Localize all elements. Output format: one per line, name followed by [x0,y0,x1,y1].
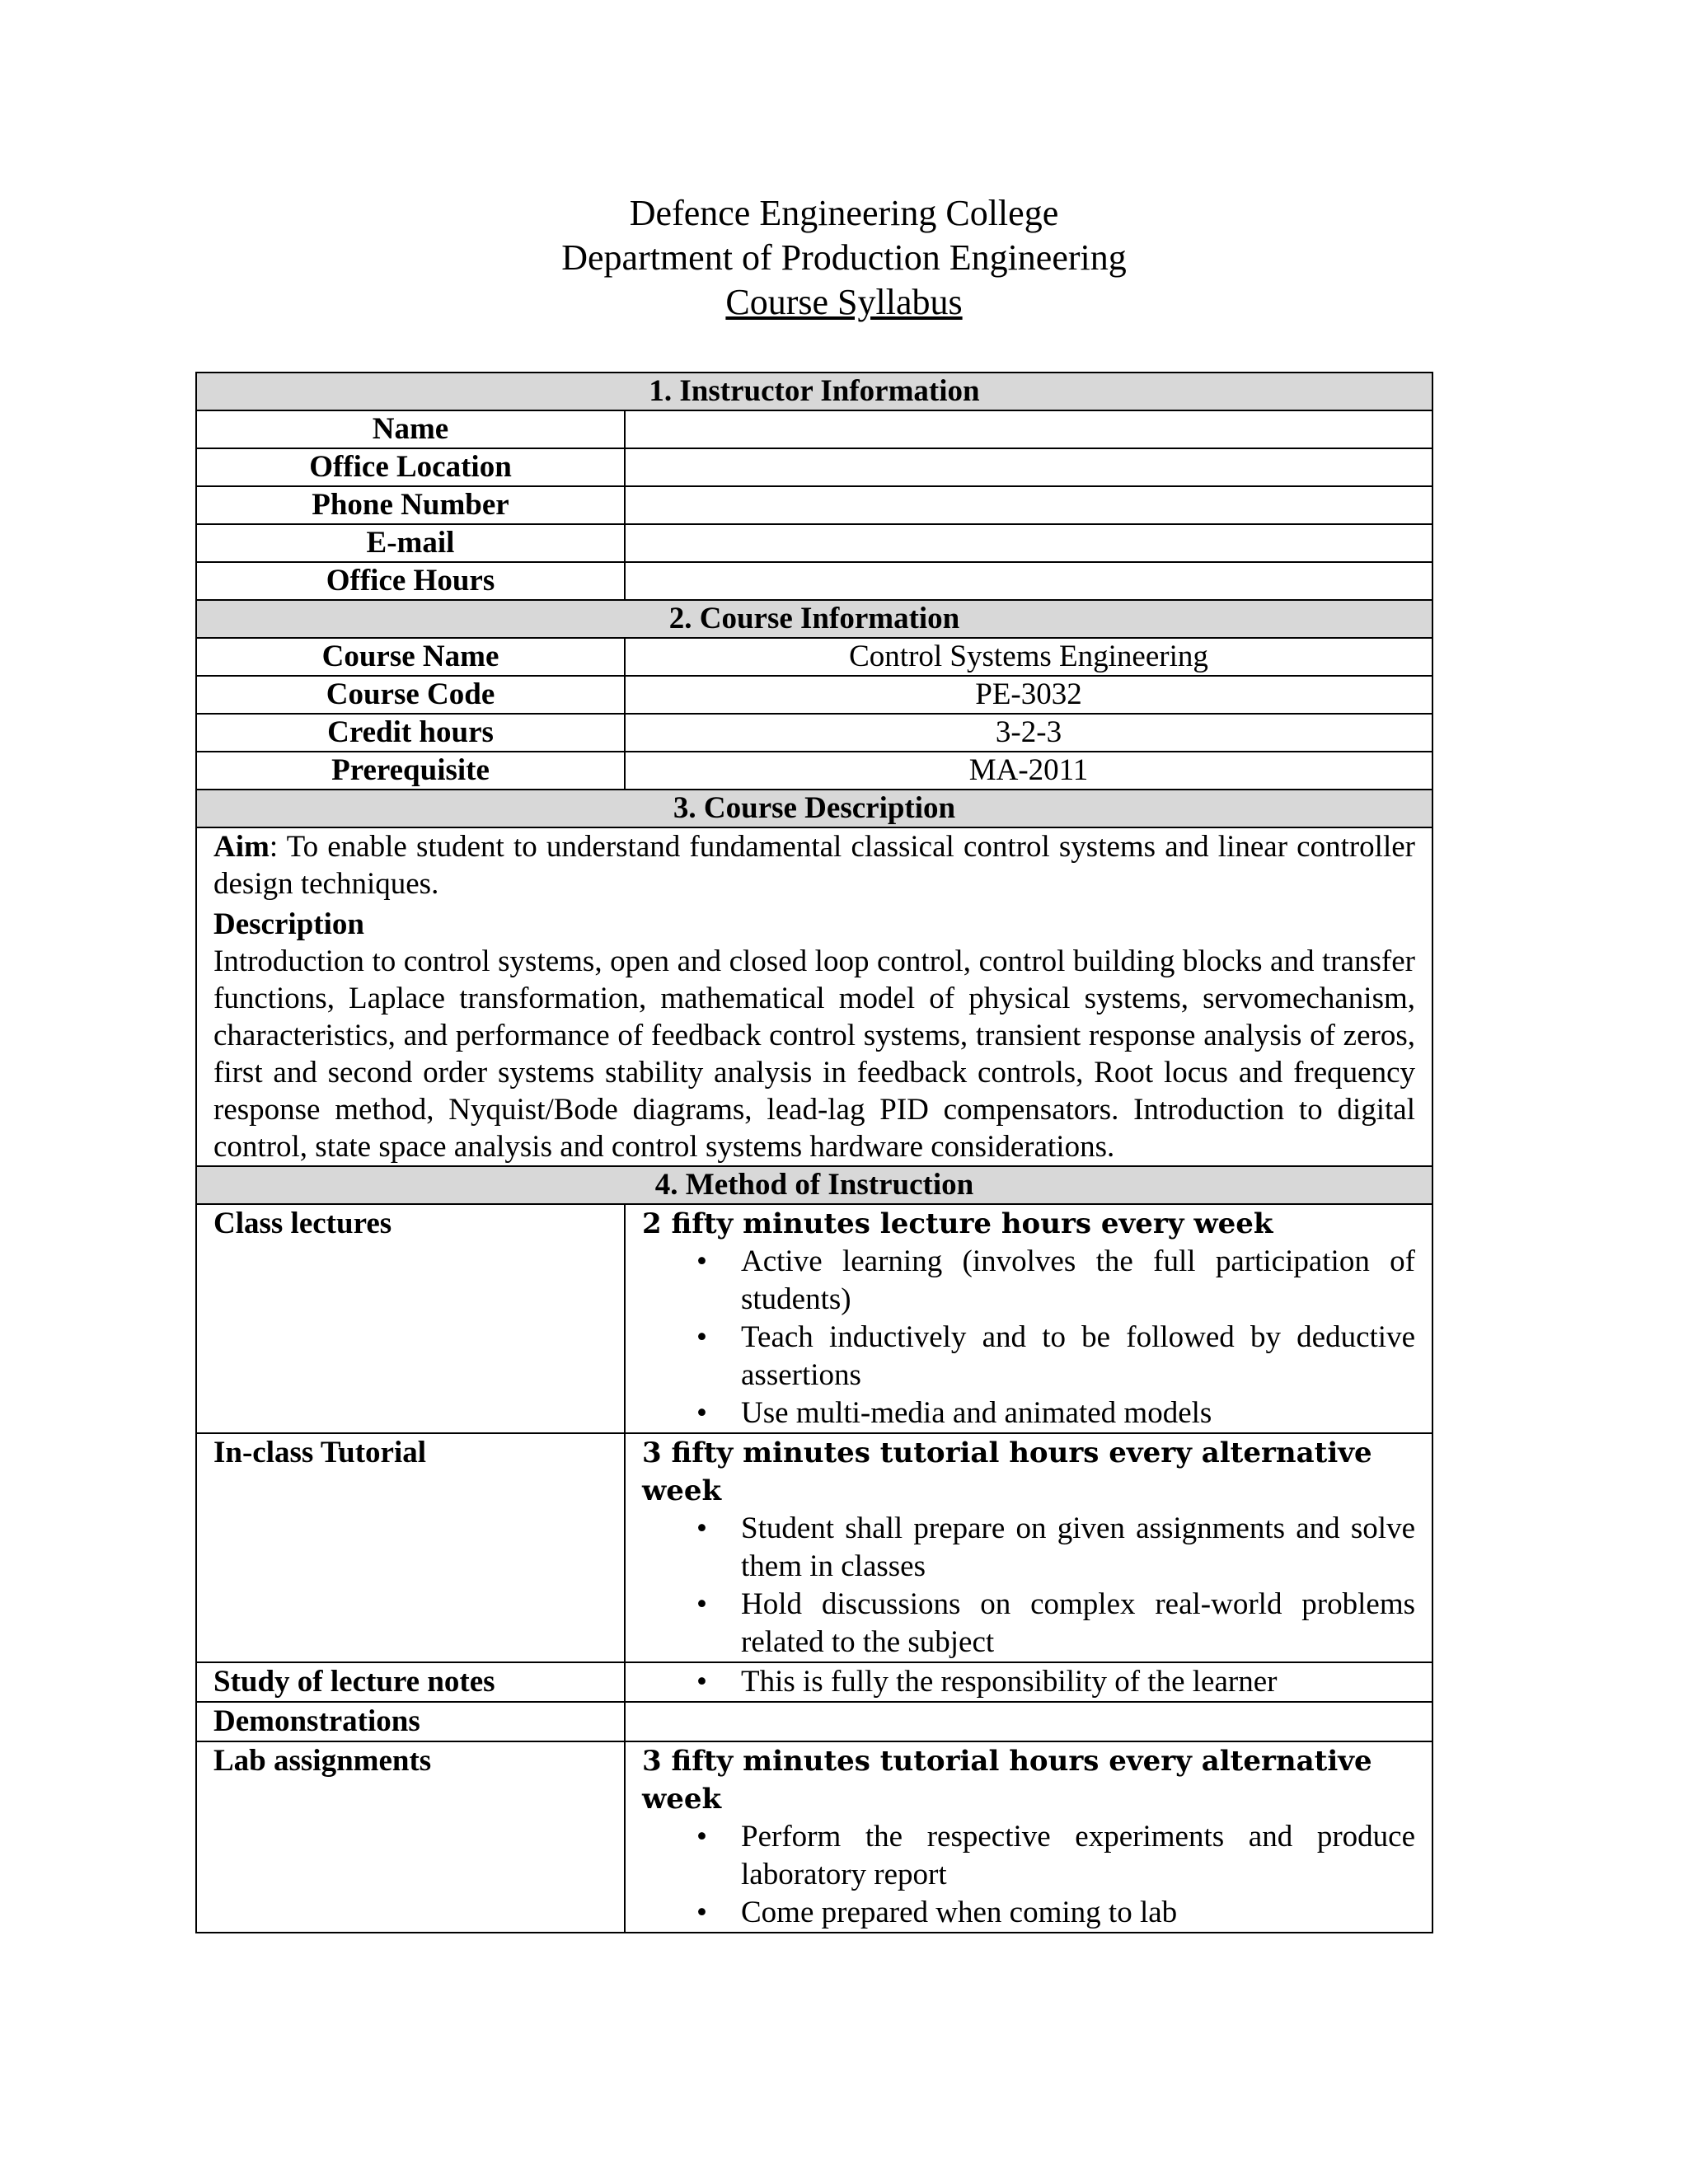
aim-paragraph [213,828,1415,902]
instructor-row-office-location [196,448,1432,486]
list-item: • Student shall prepare on given assignments and solve them in classes [642,1510,1415,1586]
field-label: Office Location [196,448,625,486]
bullet-list [642,1510,1415,1661]
course-row-credit-hours [196,714,1432,752]
list-item: • Perform the respective experiments and produce laboratory report [642,1818,1415,1894]
bullet-list [642,1818,1415,1932]
method-row-lab-assignments [196,1741,1432,1933]
syllabus-table [195,372,1433,1933]
field-value: Control Systems Engineering [625,638,1432,676]
course-row-name [196,638,1432,676]
field-label: Office Hours [196,562,625,600]
field-label: E-mail [196,524,625,562]
description-text: Introduction to control systems, open and closed loop control, control building blocks and transfer functions, Laplace transformation, mathematical model of physical systems, servomechanism, characteristics, and performance of feedback control systems, transient response analysis of zeros, first and second order systems stability analysis in feedback controls, Root locus and frequency response method, Nyquist/Bode diagrams, lead-lag PID compensators. Introduction to digital control, state space analysis and control systems hardware considerations. [213,944,1415,1164]
aim-label: Aim [213,830,270,864]
aim-text: : To enable student to understand fundamental classical control systems and linear controller design techniques. [213,830,1415,901]
department-name: Department of Production Engineering [561,237,1127,278]
field-label: Prerequisite [196,752,625,790]
document-header [0,191,1688,325]
list-item: • Come prepared when coming to lab [642,1894,1415,1932]
method-headline: 3 fifty minutes tutorial hours every alternative week [642,1745,1372,1816]
instructor-row-name [196,410,1432,448]
bullet-list [642,1243,1415,1432]
course-row-code [196,676,1432,714]
field-value [625,410,1432,448]
list-item: • Teach inductively and to be followed by deductive assertions [642,1319,1415,1394]
description-title: Description [213,907,364,941]
method-headline: 3 fifty minutes tutorial hours every alternative week [642,1436,1372,1507]
method-row-study-notes [196,1662,1432,1702]
method-headline: 2 fifty minutes lecture hours every week [642,1207,1273,1240]
field-label: Course Code [196,676,625,714]
method-label: Study of lecture notes [196,1662,625,1702]
field-value: 3-2-3 [625,714,1432,752]
field-value [625,448,1432,486]
course-row-prerequisite [196,752,1432,790]
field-label: Name [196,410,625,448]
field-value: MA-2011 [625,752,1432,790]
course-description-row [196,827,1432,1166]
instructor-row-office-hours [196,562,1432,600]
method-empty-cell [625,1702,1432,1741]
method-row-class-lectures [196,1204,1432,1433]
list-item: • Use multi-media and animated models [642,1394,1415,1432]
document-title: Course Syllabus [725,282,963,322]
section-header-instructor: 1. Instructor Information [196,373,1432,410]
field-value: PE-3032 [625,676,1432,714]
section-header-method: 4. Method of Instruction [196,1166,1432,1204]
college-name: Defence Engineering College [629,193,1059,233]
method-label: Class lectures [196,1204,625,1433]
method-label: Lab assignments [196,1741,625,1933]
field-value [625,562,1432,600]
method-row-in-class-tutorial [196,1433,1432,1662]
list-item: • Active learning (involves the full participation of students) [642,1243,1415,1319]
list-item: • This is fully the responsibility of the learner [642,1663,1415,1701]
field-value [625,524,1432,562]
method-row-demonstrations [196,1702,1432,1741]
field-label: Credit hours [196,714,625,752]
instructor-row-phone [196,486,1432,524]
list-item: • Hold discussions on complex real-world problems related to the subject [642,1586,1415,1661]
bullet-list [642,1663,1415,1701]
instructor-row-email [196,524,1432,562]
field-label: Phone Number [196,486,625,524]
method-label: Demonstrations [196,1702,625,1741]
section-header-course: 2. Course Information [196,600,1432,638]
field-value [625,486,1432,524]
method-label: In-class Tutorial [196,1433,625,1662]
field-label: Course Name [196,638,625,676]
section-header-description: 3. Course Description [196,790,1432,827]
